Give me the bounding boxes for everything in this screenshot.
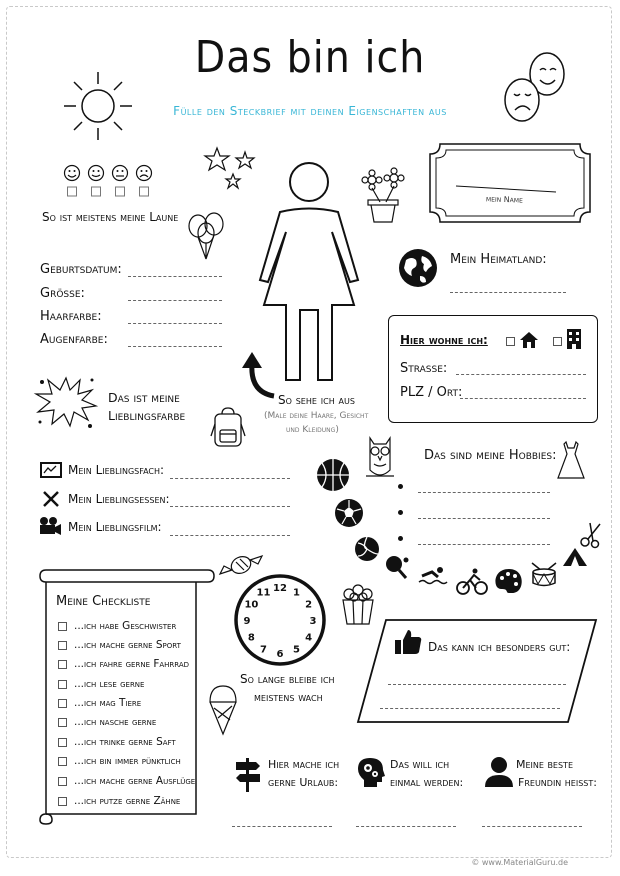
eyes-label: Augenfarbe: <box>40 332 108 347</box>
checkbox[interactable] <box>58 738 67 747</box>
clock-number: 2 <box>305 599 313 611</box>
good-at-line-2[interactable] <box>380 708 560 709</box>
owl-icon <box>366 436 394 480</box>
paint-splash-icon <box>34 372 98 430</box>
movie-camera-icon <box>38 516 62 536</box>
chalkboard-icon <box>40 462 62 478</box>
career-label-line1: Das will ich <box>390 758 450 771</box>
checkbox[interactable] <box>58 680 67 689</box>
ice-cream-icon <box>206 682 240 736</box>
street-label: Straße: <box>400 361 448 376</box>
theater-masks-icon <box>500 52 570 124</box>
hair-label: Haarfarbe: <box>40 309 102 324</box>
good-at-label: Das kann ich besonders gut: <box>428 640 571 654</box>
globe-icon <box>398 248 438 288</box>
checkbox[interactable] <box>58 777 67 786</box>
clock-number: 3 <box>309 616 317 627</box>
hobbies-label: Das sind meine Hobbies: <box>424 448 557 463</box>
hobby-line-3[interactable] <box>418 544 550 545</box>
soccer-ball-icon <box>334 498 364 528</box>
clock-label-line1: So lange bleibe ich <box>240 672 335 686</box>
table-tennis-icon <box>384 554 410 582</box>
height-line[interactable] <box>128 300 222 301</box>
cycling-icon <box>456 568 488 596</box>
hobby-line-1[interactable] <box>418 492 550 493</box>
checkbox[interactable] <box>58 718 67 727</box>
clock-number: 4 <box>305 632 313 644</box>
checkbox[interactable] <box>58 797 67 806</box>
vacation-line[interactable] <box>232 826 332 827</box>
house-icon <box>519 331 539 349</box>
paint-palette-icon <box>494 568 524 594</box>
friend-label-line1: Meine beste <box>516 758 574 771</box>
clock-number: 1 <box>293 587 300 599</box>
head-gears-icon <box>356 756 386 788</box>
checkbox[interactable] <box>58 641 67 650</box>
volleyball-icon <box>354 536 380 562</box>
checkbox[interactable] <box>58 622 67 631</box>
name-sign <box>428 142 592 224</box>
hobby-bullet <box>398 536 403 541</box>
address-title: Hier wohne ich: <box>400 333 488 347</box>
favorite-movie-label: Mein Lieblingsfilm: <box>68 520 162 534</box>
dress-icon <box>556 440 586 480</box>
checklist-title: Meine Checkliste <box>56 594 151 609</box>
street-line[interactable] <box>456 374 586 375</box>
color-label-line2: Lieblingsfarbe <box>108 408 186 423</box>
career-label-line2: einmal werden: <box>390 776 464 789</box>
clock-number: 7 <box>260 644 267 656</box>
zip-line[interactable] <box>460 398 586 399</box>
swimming-icon <box>418 566 448 586</box>
apartment-building-icon <box>566 328 582 350</box>
clock-number: 9 <box>243 616 251 627</box>
sun-icon <box>62 70 134 142</box>
eyes-line[interactable] <box>128 346 222 347</box>
checkbox[interactable] <box>58 757 67 766</box>
figure-hint-line2: und Kleidung) <box>286 425 339 435</box>
fork-knife-icon <box>42 490 60 508</box>
clock-number: 12 <box>273 583 287 594</box>
friend-line[interactable] <box>482 826 582 827</box>
good-at-line-1[interactable] <box>388 684 566 685</box>
checkbox[interactable] <box>58 660 67 669</box>
favorite-subject-line[interactable] <box>170 478 290 479</box>
stars-icon <box>203 146 259 192</box>
hobby-line-2[interactable] <box>418 518 550 519</box>
page-subtitle: Fülle den Steckbrief mit deinen Eigenschaften aus <box>173 104 447 118</box>
homeland-label: Mein Heimatland: <box>450 252 547 267</box>
backpack-icon <box>210 406 246 450</box>
zip-label: PLZ / Ort: <box>400 385 463 400</box>
clock-number: 6 <box>276 649 284 660</box>
hobby-bullet <box>398 510 403 515</box>
hair-line[interactable] <box>128 323 222 324</box>
camping-tent-icon <box>562 546 588 568</box>
flower-pot-icon <box>360 168 408 224</box>
height-label: Größe: <box>40 286 85 301</box>
birthdate-line[interactable] <box>128 276 222 277</box>
checkbox[interactable] <box>58 699 67 708</box>
clock-number: 8 <box>247 632 255 644</box>
apartment-checkbox[interactable] <box>553 337 562 346</box>
signpost-icon <box>234 756 262 792</box>
mood-label: So ist meistens meine Laune <box>42 210 179 224</box>
figure-hint-line1: (Male deine Haare, Gesicht <box>264 411 369 421</box>
thumbs-up-icon <box>394 628 422 656</box>
friend-label-line2: Freundin heißt: <box>518 776 597 789</box>
drum-icon <box>530 562 558 588</box>
person-icon <box>484 756 514 788</box>
copyright-text: © www.MaterialGuru.de <box>471 858 568 867</box>
scissors-icon <box>580 522 604 548</box>
basketball-icon <box>316 458 350 492</box>
clock-number: 11 <box>256 587 271 599</box>
mood-faces-icon <box>64 165 156 197</box>
clock-icon <box>234 574 326 666</box>
page-title: Das bin ich <box>194 32 426 83</box>
favorite-movie-line[interactable] <box>170 535 290 536</box>
house-checkbox[interactable] <box>506 337 515 346</box>
favorite-food-label: Mein Lieblingsessen: <box>68 492 170 506</box>
hobby-bullet <box>398 484 403 489</box>
homeland-line[interactable] <box>450 292 566 293</box>
clock-label-line2: meistens wach <box>254 690 323 704</box>
name-label: mein Name <box>485 194 523 205</box>
figure-label: So sehe ich aus <box>278 393 355 407</box>
vacation-label-line1: Hier mache ich <box>268 758 340 771</box>
color-label-line1: Das ist meine <box>108 390 180 405</box>
clock-number: 10 <box>244 599 259 611</box>
curved-arrow-icon <box>238 352 278 398</box>
balloons-icon <box>186 213 228 261</box>
birthdate-label: Geburtsdatum: <box>40 262 122 277</box>
clock-number: 5 <box>293 644 300 656</box>
favorite-food-line[interactable] <box>170 506 290 507</box>
favorite-subject-label: Mein Lieblingsfach: <box>68 463 165 477</box>
career-line[interactable] <box>356 826 456 827</box>
vacation-label-line2: gerne Urlaub: <box>268 776 339 789</box>
